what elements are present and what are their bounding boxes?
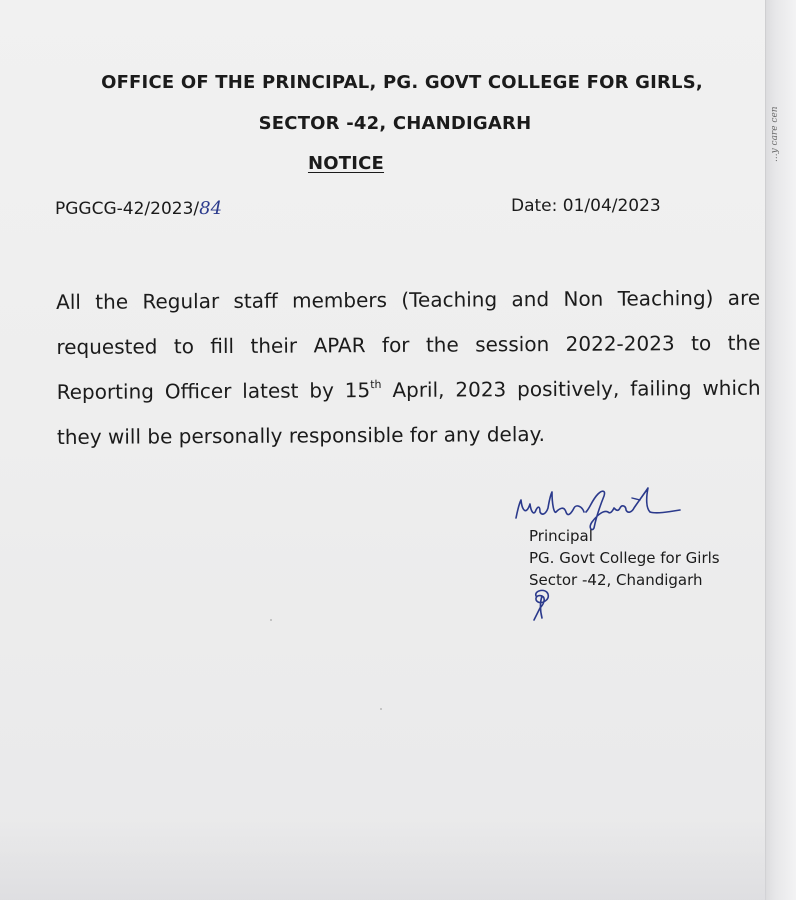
reference-number — [55, 198, 222, 219]
notice-body — [56, 276, 761, 460]
notice-body-superscript: th — [370, 378, 382, 392]
underlying-sheet-text: ...y care cen — [770, 106, 780, 162]
notice-body-part2: April, 2023 positively, failing which they will be personally responsible for any delay. — [56, 375, 761, 449]
notice-body-part1: All the Regular staff members (Teaching and Non Teaching) are requested to fill their APAR for the session 2022-2023 to the Reporting Officer latest by 15 — [56, 285, 761, 404]
paper-shadow — [0, 820, 766, 900]
reference-prefix: PGGCG-42/2023/ — [55, 199, 200, 219]
office-address-heading: SECTOR -42, CHANDIGARH — [258, 113, 532, 134]
paper-speck — [380, 708, 382, 710]
signatory-institution: PG. Govt College for Girls — [529, 549, 720, 567]
office-heading: OFFICE OF THE PRINCIPAL, PG. GOVT COLLEGE FOR GIRLS, — [101, 72, 703, 93]
notice-date: Date: 01/04/2023 — [511, 196, 661, 216]
signatory-title: Principal — [529, 527, 593, 545]
initials-mark — [528, 588, 558, 622]
underlying-sheet — [765, 0, 796, 900]
signatory-address: Sector -42, Chandigarh — [529, 571, 703, 589]
reference-handwritten-number: 84 — [199, 198, 223, 219]
notice-title: NOTICE — [307, 153, 385, 174]
paper-speck — [270, 619, 272, 621]
signatory-block — [529, 525, 720, 591]
